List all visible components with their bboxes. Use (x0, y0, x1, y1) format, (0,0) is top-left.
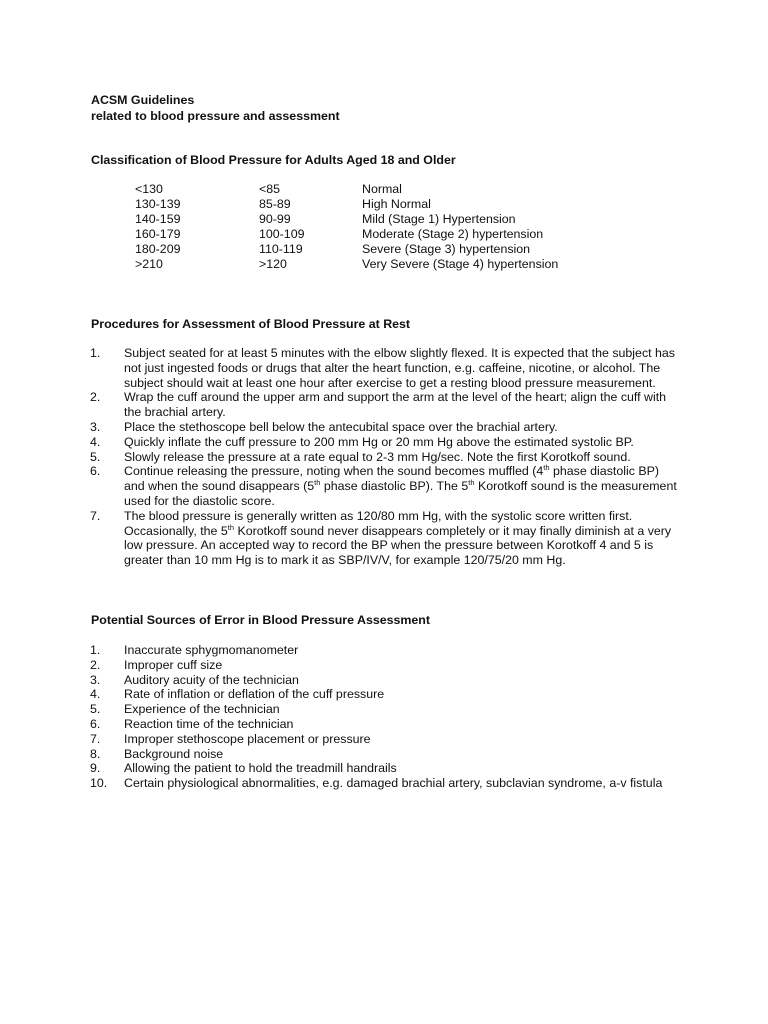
item-text: Rate of inflation or deflation of the cuff pressure (124, 687, 385, 702)
list-item (0, 673, 768, 688)
item-text: Auditory acuity of the technician (124, 672, 299, 687)
table-row (0, 197, 768, 212)
item-number: 5. (90, 449, 101, 464)
category-cell: Very Severe (Stage 4) hypertension (362, 257, 559, 271)
systolic-cell: >210 (135, 257, 163, 271)
item-text: Place the stethoscope bell below the antecubital space over the brachial artery. (124, 419, 558, 434)
diastolic-cell: <85 (259, 182, 281, 196)
table-row (0, 212, 768, 227)
category-cell: Moderate (Stage 2) hypertension (362, 227, 544, 241)
list-item (0, 420, 768, 435)
list-item (0, 643, 768, 658)
item-number: 7. (90, 508, 101, 523)
list-item (0, 450, 768, 465)
table-row (0, 242, 768, 257)
classification-heading: Classification of Blood Pressure for Adults Aged 18 and Older (91, 153, 456, 167)
item-number: 2. (90, 657, 101, 672)
category-cell: High Normal (362, 197, 431, 211)
list-item (0, 390, 768, 420)
diastolic-cell: 85-89 (259, 197, 291, 211)
item-number: 10. (90, 776, 108, 791)
item-text: Improper cuff size (124, 657, 223, 672)
item-text: Reaction time of the technician (124, 716, 294, 731)
diastolic-cell: 100-109 (259, 227, 305, 241)
item-number: 2. (90, 390, 101, 405)
item-text: Background noise (124, 746, 224, 761)
item-text: Wrap the cuff around the upper arm and support the arm at the level of the heart; align the cuff with the brachial artery. (124, 390, 667, 420)
item-number: 9. (90, 761, 101, 776)
diastolic-cell: 110-119 (259, 242, 303, 256)
item-number: 1. (90, 643, 101, 657)
item-number: 1. (90, 346, 101, 360)
list-item (0, 747, 768, 762)
list-item (0, 717, 768, 732)
list-item (0, 761, 768, 776)
systolic-cell: 160-179 (135, 227, 181, 241)
item-text: Improper stethoscope placement or pressure (124, 731, 371, 746)
item-number: 5. (90, 702, 101, 717)
list-item (0, 346, 768, 390)
diastolic-cell: 90-99 (259, 212, 291, 226)
list-item (0, 732, 768, 747)
list-item (0, 776, 768, 791)
list-item (0, 464, 768, 508)
diastolic-cell: >120 (259, 257, 287, 271)
list-item (0, 702, 768, 717)
document-title: ACSM Guidelines (91, 93, 195, 107)
list-item (0, 435, 768, 450)
item-text: Certain physiological abnormalities, e.g. damaged brachial artery, subclavian syndrome, a-v fistula (124, 776, 663, 791)
item-number: 6. (90, 464, 101, 479)
table-row (0, 257, 768, 272)
item-text: Experience of the technician (124, 702, 280, 717)
item-text: Slowly release the pressure at a rate equal to 2-3 mm Hg/sec. Note the first Korotkoff sound. (124, 449, 631, 464)
item-text: Quickly inflate the cuff pressure to 200 mm Hg or 20 mm Hg above the estimated systolic BP. (124, 434, 634, 449)
item-number: 3. (90, 419, 101, 434)
errors-list (0, 643, 768, 791)
errors-heading: Potential Sources of Error in Blood Pressure Assessment (91, 613, 431, 627)
systolic-cell: 130-139 (135, 197, 181, 211)
list-item (0, 687, 768, 702)
item-number: 6. (90, 716, 101, 731)
item-number: 4. (90, 434, 101, 449)
item-number: 4. (90, 687, 101, 702)
item-text: Continue releasing the pressure, noting when the sound becomes muffled (4th phase diastolic BP) and when the sound disappears (5th phase diastolic BP). The 5th Korotkoff sound is the measurement used for the diastolic score. (124, 463, 677, 508)
procedures-list (0, 346, 768, 568)
systolic-cell: <130 (135, 182, 163, 196)
systolic-cell: 140-159 (135, 212, 181, 226)
list-item (0, 658, 768, 673)
procedures-heading: Procedures for Assessment of Blood Pressure at Rest (91, 317, 411, 331)
table-row (0, 227, 768, 242)
table-row (0, 182, 768, 197)
item-number: 8. (90, 746, 101, 761)
category-cell: Mild (Stage 1) Hypertension (362, 212, 516, 226)
item-text: Allowing the patient to hold the treadmill handrails (124, 761, 397, 776)
item-text: Inaccurate sphygmomanometer (124, 643, 299, 657)
item-text: Subject seated for at least 5 minutes with the elbow slightly flexed. It is expected that the subject has not just ingested foods or drugs that alter the heart function, e.g. caffeine, nicotine, or alcohol. The subject should wait at least one hour after exercise to get a resting blood pressure measurement. (124, 346, 676, 390)
item-number: 3. (90, 672, 101, 687)
document-subtitle: related to blood pressure and assessment (91, 109, 340, 123)
category-cell: Severe (Stage 3) hypertension (362, 242, 531, 256)
systolic-cell: 180-209 (135, 242, 181, 256)
list-item (0, 509, 768, 568)
item-number: 7. (90, 731, 101, 746)
item-text: The blood pressure is generally written as 120/80 mm Hg, with the systolic score written first. Occasionally, the 5th Korotkoff sound never disappears completely or it may finally diminish at a very low pressure. An accepted way to record the BP when the pressure between Korotkoff 4 and 5 is greater than 10 mm Hg is to mark it as SBP/IV/V, for example 120/75/20 mm Hg. (124, 508, 672, 568)
category-cell: Normal (362, 182, 402, 196)
